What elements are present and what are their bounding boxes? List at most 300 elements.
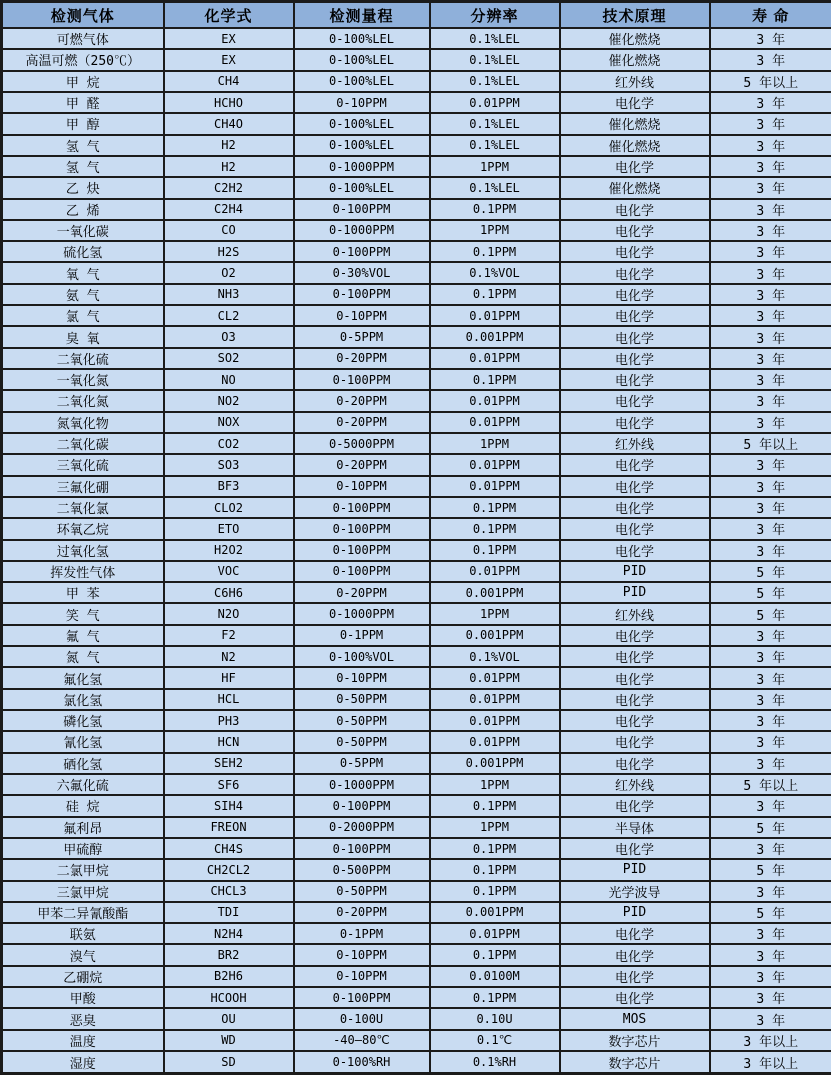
header-row <box>2 2 831 29</box>
cell: 三氯甲烷 <box>2 881 164 902</box>
cell: 电化学 <box>560 497 710 518</box>
cell: TDI <box>164 902 294 923</box>
cell: 0.01PPM <box>430 923 560 944</box>
cell: 3 年 <box>710 156 831 177</box>
cell: N2O <box>164 603 294 624</box>
cell: 温度 <box>2 1030 164 1051</box>
cell: 红外线 <box>560 433 710 454</box>
table-row <box>2 817 831 838</box>
table-row <box>2 795 831 816</box>
cell: 0.01PPM <box>430 710 560 731</box>
cell: 3 年 <box>710 326 831 347</box>
cell: 0.01PPM <box>430 92 560 113</box>
table-row <box>2 1051 831 1074</box>
cell: 0.001PPM <box>430 625 560 646</box>
table-row <box>2 987 831 1008</box>
cell: 0-50PPM <box>294 710 430 731</box>
cell: 0.1PPM <box>430 369 560 390</box>
cell: VOC <box>164 561 294 582</box>
cell: 恶臭 <box>2 1008 164 1029</box>
cell: 3 年 <box>710 987 831 1008</box>
cell: 电化学 <box>560 646 710 667</box>
cell: 数字芯片 <box>560 1030 710 1051</box>
cell: 3 年 <box>710 454 831 475</box>
cell: 电化学 <box>560 284 710 305</box>
table-row <box>2 689 831 710</box>
cell: 0-100PPM <box>294 795 430 816</box>
cell: 3 年 <box>710 177 831 198</box>
cell: 3 年 <box>710 412 831 433</box>
cell: 0-100%LEL <box>294 113 430 134</box>
cell: 1PPM <box>430 156 560 177</box>
cell: 0-5PPM <box>294 753 430 774</box>
cell: FREON <box>164 817 294 838</box>
cell: 5 年 <box>710 582 831 603</box>
cell: 电化学 <box>560 625 710 646</box>
cell: 甲酸 <box>2 987 164 1008</box>
cell: 二氧化硫 <box>2 348 164 369</box>
cell: WD <box>164 1030 294 1051</box>
cell: 半导体 <box>560 817 710 838</box>
cell: 一氧化碳 <box>2 220 164 241</box>
cell: 二氧化氯 <box>2 497 164 518</box>
cell: 0.01PPM <box>430 561 560 582</box>
cell: 电化学 <box>560 412 710 433</box>
table-row <box>2 135 831 156</box>
cell: 电化学 <box>560 476 710 497</box>
cell: 0-100PPM <box>294 518 430 539</box>
cell: 0.001PPM <box>430 582 560 603</box>
table-row <box>2 348 831 369</box>
cell: 0-10PPM <box>294 476 430 497</box>
cell: 3 年以上 <box>710 1030 831 1051</box>
cell: 0.0100M <box>430 966 560 987</box>
table-row <box>2 113 831 134</box>
cell: CO <box>164 220 294 241</box>
cell: 0.1%VOL <box>430 262 560 283</box>
cell: 3 年 <box>710 625 831 646</box>
cell: 5 年 <box>710 603 831 624</box>
cell: 0.1PPM <box>430 944 560 965</box>
column-header-3: 分辨率 <box>430 2 560 29</box>
cell: 1PPM <box>430 220 560 241</box>
cell: 电化学 <box>560 838 710 859</box>
cell: 电化学 <box>560 667 710 688</box>
table-row <box>2 454 831 475</box>
cell: 3 年 <box>710 753 831 774</box>
cell: 3 年 <box>710 241 831 262</box>
cell: 0.01PPM <box>430 667 560 688</box>
cell: 溴气 <box>2 944 164 965</box>
cell: 1PPM <box>430 433 560 454</box>
table-row <box>2 241 831 262</box>
cell: CH4S <box>164 838 294 859</box>
cell: 0-50PPM <box>294 689 430 710</box>
table-row <box>2 1030 831 1051</box>
cell: SEH2 <box>164 753 294 774</box>
cell: 3 年 <box>710 518 831 539</box>
cell: 0-50PPM <box>294 731 430 752</box>
cell: 0.001PPM <box>430 326 560 347</box>
cell: 0.1%LEL <box>430 113 560 134</box>
cell: 0-100%LEL <box>294 49 430 70</box>
cell: 氮 气 <box>2 646 164 667</box>
cell: 0.1PPM <box>430 199 560 220</box>
cell: 0.01PPM <box>430 476 560 497</box>
cell: H2S <box>164 241 294 262</box>
cell: CL2 <box>164 305 294 326</box>
cell: 3 年 <box>710 497 831 518</box>
cell: 3 年 <box>710 284 831 305</box>
cell: 0-10PPM <box>294 305 430 326</box>
column-header-1: 化学式 <box>164 2 294 29</box>
table-row <box>2 923 831 944</box>
cell: 0.1%LEL <box>430 49 560 70</box>
cell: BF3 <box>164 476 294 497</box>
table-row <box>2 881 831 902</box>
table-row <box>2 859 831 880</box>
cell: 5 年 <box>710 817 831 838</box>
cell: 5 年 <box>710 561 831 582</box>
cell: 0-500PPM <box>294 859 430 880</box>
cell: 过氧化氢 <box>2 540 164 561</box>
cell: 3 年 <box>710 135 831 156</box>
table-row <box>2 561 831 582</box>
cell: 3 年 <box>710 710 831 731</box>
cell: SO3 <box>164 454 294 475</box>
table-row <box>2 497 831 518</box>
cell: 0.1PPM <box>430 518 560 539</box>
cell: 甲 苯 <box>2 582 164 603</box>
cell: 硅 烷 <box>2 795 164 816</box>
table-row <box>2 390 831 411</box>
table-row <box>2 28 831 49</box>
table-row <box>2 92 831 113</box>
cell: 0.001PPM <box>430 902 560 923</box>
cell: 电化学 <box>560 540 710 561</box>
cell: 一氧化氮 <box>2 369 164 390</box>
cell: 0.001PPM <box>430 753 560 774</box>
cell: B2H6 <box>164 966 294 987</box>
cell: 电化学 <box>560 326 710 347</box>
cell: 0.01PPM <box>430 454 560 475</box>
table-row <box>2 433 831 454</box>
cell: 5 年以上 <box>710 71 831 92</box>
table-row <box>2 753 831 774</box>
cell: 三氟化硼 <box>2 476 164 497</box>
cell: 0.01PPM <box>430 412 560 433</box>
cell: 3 年 <box>710 49 831 70</box>
cell: 挥发性气体 <box>2 561 164 582</box>
cell: 甲硫醇 <box>2 838 164 859</box>
cell: 0-100PPM <box>294 540 430 561</box>
cell: 3 年 <box>710 1008 831 1029</box>
column-header-2: 检测量程 <box>294 2 430 29</box>
table-row <box>2 177 831 198</box>
cell: 1PPM <box>430 817 560 838</box>
cell: 氨 气 <box>2 284 164 305</box>
cell: O3 <box>164 326 294 347</box>
cell: PID <box>560 561 710 582</box>
cell: SIH4 <box>164 795 294 816</box>
cell: HCOOH <box>164 987 294 1008</box>
cell: 氯 气 <box>2 305 164 326</box>
cell: 0-100PPM <box>294 561 430 582</box>
cell: 3 年 <box>710 390 831 411</box>
table-row <box>2 540 831 561</box>
cell: F2 <box>164 625 294 646</box>
table-body <box>2 28 831 1074</box>
cell: 甲苯二异氰酸酯 <box>2 902 164 923</box>
cell: 电化学 <box>560 795 710 816</box>
cell: 0.01PPM <box>430 689 560 710</box>
cell: 0.01PPM <box>430 305 560 326</box>
cell: 氧 气 <box>2 262 164 283</box>
cell: 乙 烯 <box>2 199 164 220</box>
cell: H2O2 <box>164 540 294 561</box>
table-row <box>2 667 831 688</box>
table-row <box>2 262 831 283</box>
cell: 3 年 <box>710 689 831 710</box>
cell: 0-50PPM <box>294 881 430 902</box>
cell: CO2 <box>164 433 294 454</box>
cell: 0-1000PPM <box>294 774 430 795</box>
cell: 乙 炔 <box>2 177 164 198</box>
cell: 电化学 <box>560 689 710 710</box>
cell: 红外线 <box>560 774 710 795</box>
cell: 0-1PPM <box>294 923 430 944</box>
cell: 0-100%LEL <box>294 71 430 92</box>
table-row <box>2 412 831 433</box>
cell: 3 年 <box>710 646 831 667</box>
table-row <box>2 284 831 305</box>
table-row <box>2 476 831 497</box>
cell: 3 年 <box>710 838 831 859</box>
cell: 可燃气体 <box>2 28 164 49</box>
cell: MOS <box>560 1008 710 1029</box>
cell: C6H6 <box>164 582 294 603</box>
cell: 电化学 <box>560 156 710 177</box>
cell: 电化学 <box>560 518 710 539</box>
table-row <box>2 646 831 667</box>
cell: 0.1%RH <box>430 1051 560 1074</box>
cell: 甲 烷 <box>2 71 164 92</box>
cell: 0.1%LEL <box>430 28 560 49</box>
cell: 3 年 <box>710 305 831 326</box>
cell: N2H4 <box>164 923 294 944</box>
table-row <box>2 774 831 795</box>
cell: 二氯甲烷 <box>2 859 164 880</box>
table-row <box>2 49 831 70</box>
cell: 1PPM <box>430 774 560 795</box>
cell: 硒化氢 <box>2 753 164 774</box>
cell: 3 年 <box>710 199 831 220</box>
cell: 0-1000PPM <box>294 156 430 177</box>
cell: H2 <box>164 135 294 156</box>
cell: 电化学 <box>560 923 710 944</box>
table-row <box>2 625 831 646</box>
cell: 0-20PPM <box>294 902 430 923</box>
cell: 0.1PPM <box>430 987 560 1008</box>
cell: PID <box>560 902 710 923</box>
cell: 电化学 <box>560 966 710 987</box>
cell: 0.1PPM <box>430 241 560 262</box>
cell: 氟利昂 <box>2 817 164 838</box>
cell: 电化学 <box>560 262 710 283</box>
cell: 电化学 <box>560 369 710 390</box>
cell: C2H2 <box>164 177 294 198</box>
cell: 电化学 <box>560 305 710 326</box>
cell: 0-100PPM <box>294 284 430 305</box>
cell: 硫化氢 <box>2 241 164 262</box>
cell: H2 <box>164 156 294 177</box>
cell: PID <box>560 582 710 603</box>
cell: 3 年 <box>710 944 831 965</box>
cell: 3 年以上 <box>710 1051 831 1074</box>
cell: 0-100PPM <box>294 199 430 220</box>
cell: 3 年 <box>710 262 831 283</box>
cell: EX <box>164 49 294 70</box>
table-row <box>2 902 831 923</box>
cell: 磷化氢 <box>2 710 164 731</box>
table-row <box>2 220 831 241</box>
cell: 0-100PPM <box>294 369 430 390</box>
cell: 0.1PPM <box>430 881 560 902</box>
cell: CH2CL2 <box>164 859 294 880</box>
cell: 催化燃烧 <box>560 113 710 134</box>
cell: 0.1PPM <box>430 284 560 305</box>
table-row <box>2 518 831 539</box>
cell: 3 年 <box>710 28 831 49</box>
cell: 0-20PPM <box>294 348 430 369</box>
cell: 高温可燃（250℃） <box>2 49 164 70</box>
cell: 0-10PPM <box>294 92 430 113</box>
cell: NOX <box>164 412 294 433</box>
cell: 0.1%LEL <box>430 135 560 156</box>
cell: 0-100PPM <box>294 497 430 518</box>
cell: 0-100PPM <box>294 987 430 1008</box>
cell: HCL <box>164 689 294 710</box>
cell: 5 年 <box>710 902 831 923</box>
cell: 0.1PPM <box>430 540 560 561</box>
cell: CH4 <box>164 71 294 92</box>
cell: CHCL3 <box>164 881 294 902</box>
cell: CH4O <box>164 113 294 134</box>
cell: 0-100U <box>294 1008 430 1029</box>
cell: NH3 <box>164 284 294 305</box>
cell: O2 <box>164 262 294 283</box>
cell: 0-1000PPM <box>294 220 430 241</box>
cell: 3 年 <box>710 667 831 688</box>
cell: 0.1PPM <box>430 795 560 816</box>
cell: ETO <box>164 518 294 539</box>
cell: C2H4 <box>164 199 294 220</box>
cell: PID <box>560 859 710 880</box>
cell: 3 年 <box>710 348 831 369</box>
cell: 0.1%VOL <box>430 646 560 667</box>
cell: BR2 <box>164 944 294 965</box>
cell: HCN <box>164 731 294 752</box>
cell: 催化燃烧 <box>560 28 710 49</box>
cell: 氟化氢 <box>2 667 164 688</box>
cell: 电化学 <box>560 199 710 220</box>
table-row <box>2 838 831 859</box>
table-row <box>2 369 831 390</box>
cell: 0.1PPM <box>430 497 560 518</box>
cell: 3 年 <box>710 731 831 752</box>
cell: 乙硼烷 <box>2 966 164 987</box>
cell: 0.01PPM <box>430 348 560 369</box>
cell: 0-20PPM <box>294 412 430 433</box>
cell: 3 年 <box>710 923 831 944</box>
cell: N2 <box>164 646 294 667</box>
cell: 电化学 <box>560 92 710 113</box>
cell: 氟 气 <box>2 625 164 646</box>
table-row <box>2 966 831 987</box>
cell: 0.10U <box>430 1008 560 1029</box>
cell: 0-100%LEL <box>294 135 430 156</box>
cell: 0-2000PPM <box>294 817 430 838</box>
cell: 电化学 <box>560 753 710 774</box>
cell: 5 年以上 <box>710 774 831 795</box>
cell: 3 年 <box>710 881 831 902</box>
cell: 3 年 <box>710 966 831 987</box>
cell: 二氧化碳 <box>2 433 164 454</box>
cell: 湿度 <box>2 1051 164 1074</box>
cell: 0.01PPM <box>430 390 560 411</box>
cell: 3 年 <box>710 113 831 134</box>
table-row <box>2 582 831 603</box>
table-row <box>2 156 831 177</box>
cell: 电化学 <box>560 944 710 965</box>
cell: 0-1PPM <box>294 625 430 646</box>
cell: 电化学 <box>560 731 710 752</box>
cell: 3 年 <box>710 795 831 816</box>
cell: 0-20PPM <box>294 454 430 475</box>
cell: 电化学 <box>560 710 710 731</box>
cell: 0-100PPM <box>294 241 430 262</box>
cell: 氢 气 <box>2 135 164 156</box>
cell: 催化燃烧 <box>560 135 710 156</box>
table-row <box>2 944 831 965</box>
cell: 0-1000PPM <box>294 603 430 624</box>
cell: 甲 醛 <box>2 92 164 113</box>
cell: CLO2 <box>164 497 294 518</box>
column-header-0: 检测气体 <box>2 2 164 29</box>
cell: HF <box>164 667 294 688</box>
cell: 0-100%LEL <box>294 177 430 198</box>
table-header <box>2 2 831 29</box>
cell: SF6 <box>164 774 294 795</box>
cell: NO2 <box>164 390 294 411</box>
cell: 0.1PPM <box>430 838 560 859</box>
cell: 光学波导 <box>560 881 710 902</box>
table-row <box>2 71 831 92</box>
cell: 电化学 <box>560 241 710 262</box>
cell: 红外线 <box>560 603 710 624</box>
cell: 电化学 <box>560 390 710 411</box>
cell: 电化学 <box>560 220 710 241</box>
cell: SO2 <box>164 348 294 369</box>
cell: 0.1%LEL <box>430 177 560 198</box>
cell: 二氧化氮 <box>2 390 164 411</box>
table-row <box>2 1008 831 1029</box>
cell: 3 年 <box>710 220 831 241</box>
cell: 5 年以上 <box>710 433 831 454</box>
cell: 催化燃烧 <box>560 49 710 70</box>
cell: 臭 氧 <box>2 326 164 347</box>
cell: 3 年 <box>710 540 831 561</box>
